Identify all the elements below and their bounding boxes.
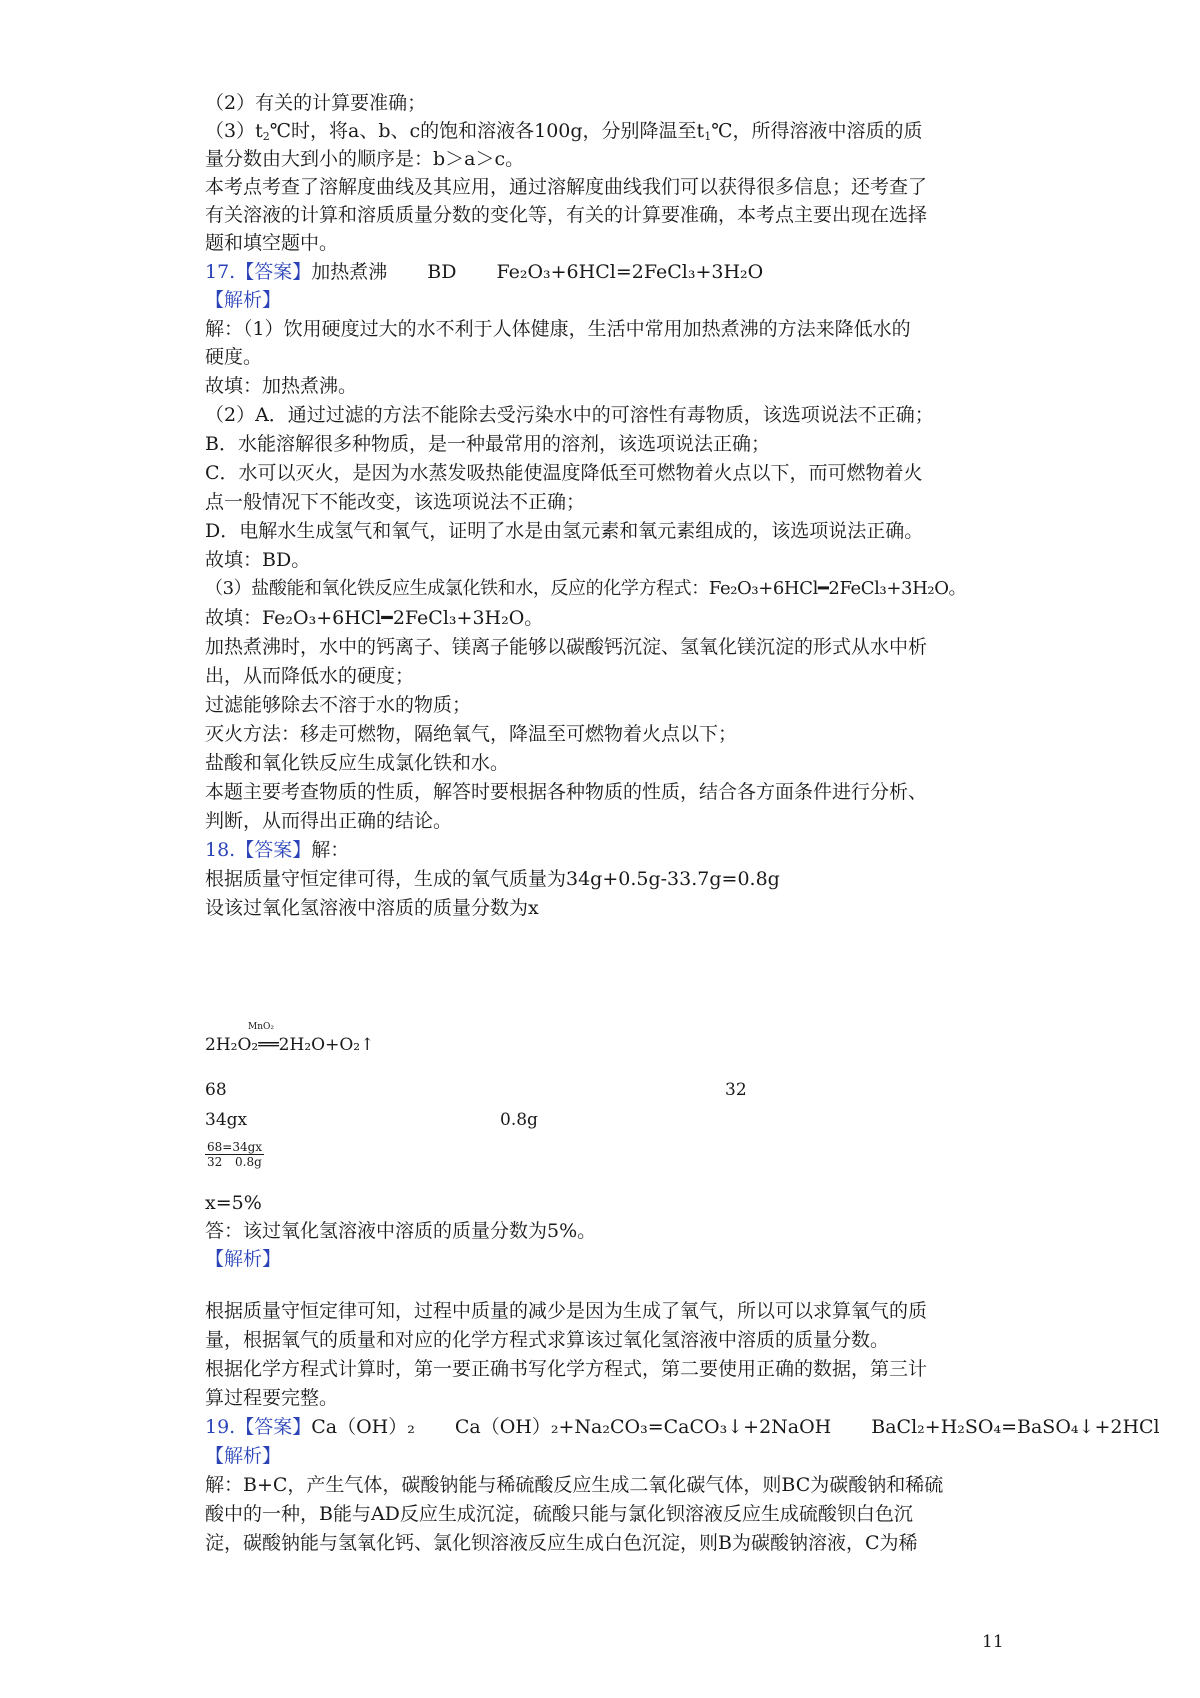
text-line: 硬度。 (205, 346, 263, 368)
answer-19: 19.【答案】Ca（OH）₂ Ca（OH）₂+Na₂CO₃=CaCO₃↓+2NaOH BaCl₂+H₂SO₄=BaSO₄↓+2HCl (205, 1416, 1160, 1438)
text-line: 判断，从而得出正确的结论。 (205, 810, 453, 832)
text-line: x=5% (205, 1192, 262, 1214)
text-line: 过滤能够除去不溶于水的物质； (205, 694, 472, 716)
answer-18: 18.【答案】解： (205, 839, 350, 861)
answer-label: 18.【答案】 (205, 839, 312, 861)
text-line: 故填：加热煮沸。 (205, 375, 358, 397)
text-line: 算过程要完整。 (205, 1387, 339, 1409)
text-line: 盐酸和氧化铁反应生成氯化铁和水。 (205, 752, 510, 774)
text-line: 故填：BD。 (205, 549, 311, 571)
text-line: 根据化学方程式计算时，第一要正确书写化学方程式，第二要使用正确的数据，第三计 (205, 1358, 928, 1380)
text-line: 根据质量守恒定律可得，生成的氧气质量为34g+0.5g-33.7g=0.8g (205, 868, 780, 890)
text-line: （2）A．通过过滤的方法不能除去受污染水中的可溶性有毒物质，该选项说法不正确； (205, 404, 934, 426)
text-line: 有关溶液的计算和溶质质量分数的变化等，有关的计算要准确，本考点主要出现在选择 (205, 204, 928, 226)
text-line: （3）盐酸能和氧化铁反应生成氯化铁和水，反应的化学方程式：Fe₂O₃+6HCl━2FeCl₃+3H₂O。 (205, 578, 967, 599)
text-line: 根据质量守恒定律可知，过程中质量的减少是因为生成了氧气，所以可以求算氧气的质 (205, 1300, 928, 1322)
text-line: C．水可以灭火，是因为水蒸发吸热能使温度降低至可燃物着火点以下，而可燃物着火 (205, 462, 923, 484)
text-line: D．电解水生成氢气和氧气，证明了水是由氢元素和氧元素组成的，该选项说法正确。 (205, 520, 924, 542)
text-line: 加热煮沸时，水中的钙离子、镁离子能够以碳酸钙沉淀、氢氧化镁沉淀的形式从水中析 (205, 636, 928, 658)
proportion-fraction: $\frac{68=34gx}{32 0.8g}$ (207, 1140, 263, 1169)
text-line: 酸中的一种，B能与AD反应生成沉淀，硫酸只能与氯化钡溶液反应生成硫酸钡白色沉 (205, 1503, 913, 1525)
text-line: 淀，碳酸钠能与氢氧化钙、氯化钡溶液反应生成白色沉淀，则B为碳酸钠溶液，C为稀 (205, 1532, 918, 1554)
text-line: 点一般情况下不能改变，该选项说法不正确； (205, 491, 586, 513)
text-line: 答：该过氧化氢溶液中溶质的质量分数为5%。 (205, 1220, 597, 1242)
text-line: 解：（1）饮用硬度过大的水不利于人体健康，生活中常用加热煮沸的方法来降低水的 (205, 318, 911, 340)
text-line: B．水能溶解很多种物质，是一种最常用的溶剂，该选项说法正确； (205, 433, 770, 455)
text-line: 故填：Fe₂O₃+6HCl━2FeCl₃+3H₂O。 (205, 607, 544, 629)
text-line: 出，从而降低水的硬度； (205, 665, 415, 687)
text-line: 量分数由大到小的顺序是：b＞a＞c。 (205, 148, 525, 170)
text-line: 量，根据氧气的质量和对应的化学方程式求算该过氧化氢溶液中溶质的质量分数。 (205, 1329, 890, 1351)
text-line: 32 (725, 1080, 747, 1100)
analysis-label: 【解析】 (205, 1248, 282, 1270)
page-number: 11 (982, 1632, 1004, 1652)
text-line: 设该过氧化氢溶液中溶质的质量分数为x (205, 897, 539, 919)
text-line: $(3)t_2℃$时，将a、b、c的饱和溶液各100g，分别降温至$t_1℃$，所得溶液中溶质的质 (205, 120, 923, 143)
text-line: （2）有关的计算要准确； (205, 92, 427, 114)
text-line: 解：B+C，产生气体，碳酸钠能与稀硫酸反应生成二氧化碳气体，则BC为碳酸钠和稀硫 (205, 1474, 944, 1496)
text-line: 本题主要考查物质的性质，解答时要根据各种物质的性质，结合各方面条件进行分析、 (205, 781, 928, 803)
text-line: 本考点考查了溶解度曲线及其应用，通过溶解度曲线我们可以获得很多信息；还考查了 (205, 176, 928, 198)
catalyst-label: MnO₂ (248, 1022, 274, 1032)
answer-label: 17.【答案】 (205, 261, 312, 283)
answer-label: 19.【答案】 (205, 1416, 312, 1438)
text-line: 34gx (205, 1110, 248, 1130)
text-line: 灭火方法：移走可燃物，隔绝氧气，降温至可燃物着火点以下； (205, 723, 738, 745)
chemical-equation: 2H₂O₂══2H₂O+O₂↑ (205, 1035, 375, 1055)
text-line: 0.8g (500, 1110, 538, 1130)
text-line: 题和填空题中。 (205, 232, 339, 254)
text-line: 68 (205, 1080, 227, 1100)
analysis-label: 【解析】 (205, 1445, 282, 1467)
analysis-label: 【解析】 (205, 289, 282, 311)
answer-17: 17.【答案】加热煮沸 BD Fe₂O₃+6HCl=2FeCl₃+3H₂O (205, 261, 764, 283)
